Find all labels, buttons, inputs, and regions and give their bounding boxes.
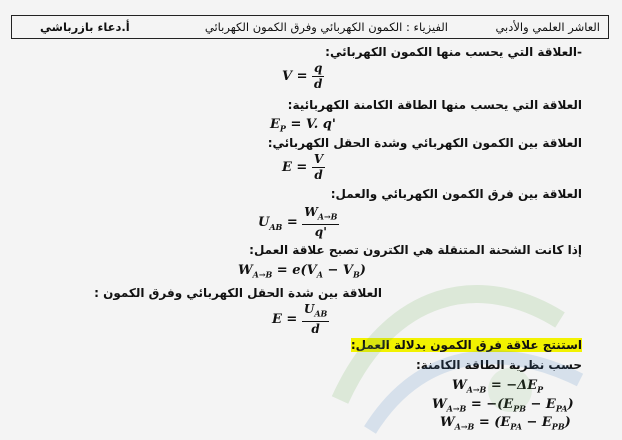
heading-potential: -العلاقة التي يحسب منها الكمون الكهربائي: bbox=[325, 45, 582, 59]
formula-field-potential: E = $\frac{V}{d}$ bbox=[282, 152, 324, 182]
formula-work-delta-energy: $W_{A\to B} = -\Delta E_P$ bbox=[452, 378, 544, 395]
heading-field-voltage: العلاقة بين شدة الحقل الكهربائي وفرق الكمون : bbox=[94, 286, 382, 300]
header-teacher: أ.دعاء بازرباشي bbox=[40, 20, 130, 34]
subheading-energy-theorem: حسب نظرية الطاقة الكامنة: bbox=[416, 358, 582, 372]
header-box bbox=[11, 15, 609, 39]
heading-field-potential: العلاقة بين الكمون الكهربائي وشدة الحقل الكهربائي: bbox=[267, 136, 582, 150]
heading-electron-work: إذا كانت الشحنة المتنقلة هي الكترون تصبح علاقة العمل: bbox=[249, 243, 582, 257]
heading-potential-energy: العلاقة التي يحسب منها الطاقة الكامنة الكهربائية: bbox=[287, 98, 582, 112]
heading-conclusion: استنتج علاقة فرق الكمون بدلالة العمل: bbox=[350, 338, 582, 352]
header-subject: الفيزياء : الكمون الكهربائي وفرق الكمون الكهربائي bbox=[204, 20, 448, 34]
formula-work-pa-pb: $W_{A\to B} = (E_{PA} - E_{PB})$ bbox=[440, 415, 571, 432]
formula-voltage-work: $U_{AB}$ = $\frac{W_{A\to B}}{q'}$ bbox=[258, 205, 338, 240]
formula-field-voltage: E = $\frac{U_{AB}}{d}$ bbox=[272, 302, 328, 337]
formula-work-pb-pa: $W_{A\to B} = -(E_{PB} - E_{PA})$ bbox=[432, 397, 574, 414]
formula-electron-work: $W_{A\to B} = e(V_A - V_B)$ bbox=[238, 263, 366, 280]
header-grade: العاشر العلمي والأدبي bbox=[495, 20, 600, 34]
formula-potential-energy: $E_P = V$. q' bbox=[270, 117, 336, 134]
formula-potential: V = $\frac{q}{d}$ bbox=[282, 61, 323, 91]
heading-voltage-work: العلاقة بين فرق الكمون الكهربائي والعمل: bbox=[330, 187, 582, 201]
